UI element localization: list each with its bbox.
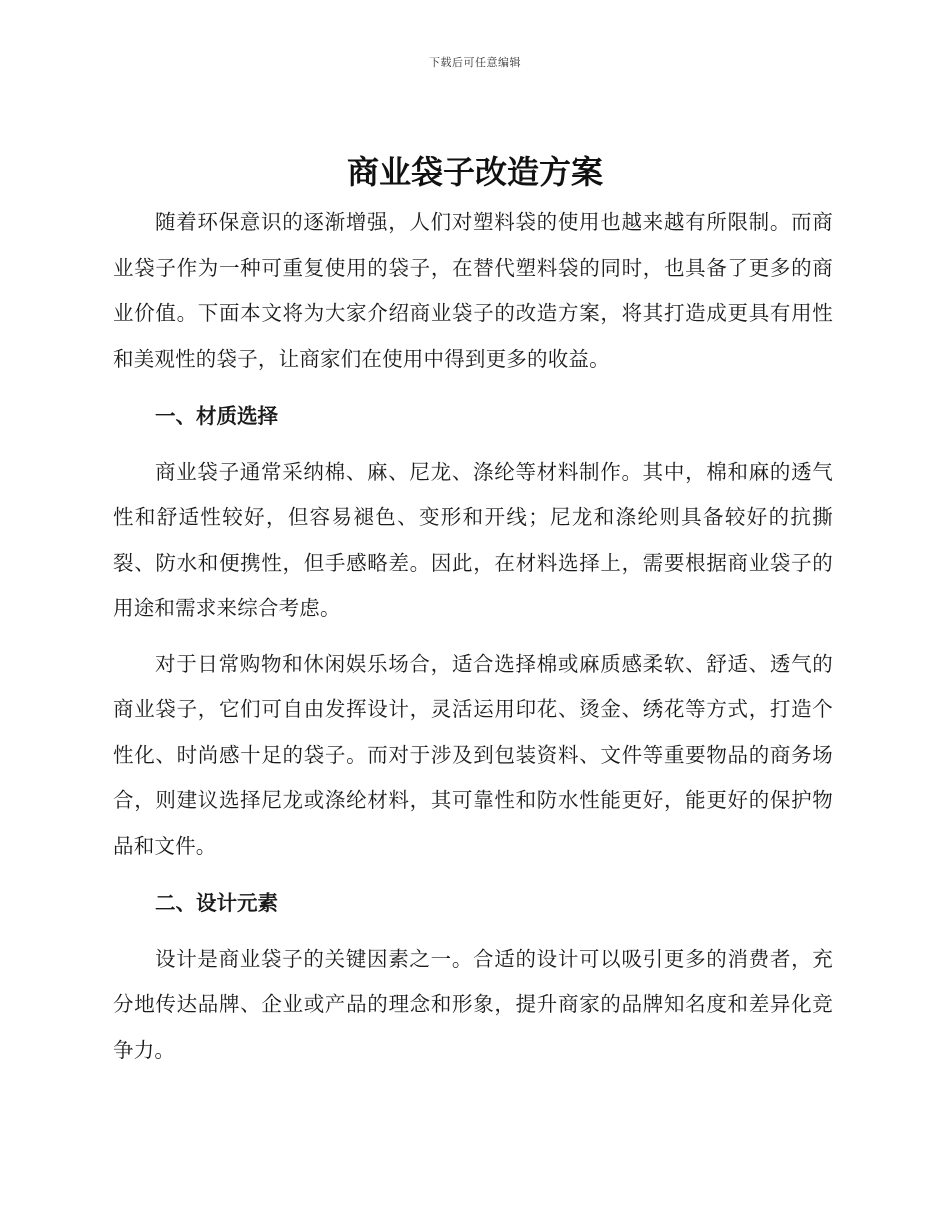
intro-paragraph: 随着环保意识的逐渐增强，人们对塑料袋的使用也越来越有所限制。而商业袋子作为一种可重复使用的袋子，在替代塑料袋的同时，也具备了更多的商业价值。下面本文将为大家介绍商业袋子的改造方案，将其打造成更具有用性和美观性的袋子，让商家们在使用中得到更多的收益。 [113,210,833,371]
section-heading-design: 二、设计元素 [155,891,278,915]
header-note: 下载后可任意编辑 [429,56,521,69]
material-paragraph-1: 商业袋子通常采纳棉、麻、尼龙、涤纶等材料制作。其中，棉和麻的透气性和舒适性较好，但容易褪色、变形和开线；尼龙和涤纶则具备较好的抗撕裂、防水和便携性，但手感略差。因此，在材料选择上，需要根据商业袋子的用途和需求来综合考虑。 [113,459,833,620]
document-body [113,200,833,1073]
design-paragraph-1: 设计是商业袋子的关键因素之一。合适的设计可以吸引更多的消费者，充分地传达品牌、企业或产品的理念和形象，提升商家的品牌知名度和差异化竞争力。 [113,946,833,1062]
section-heading-material: 一、材质选择 [155,404,278,428]
document-title: 商业袋子改造方案 [346,153,603,191]
material-paragraph-2: 对于日常购物和休闲娱乐场合，适合选择棉或麻质感柔软、舒适、透气的商业袋子，它们可自由发挥设计，灵活运用印花、烫金、绣花等方式，打造个性化、时尚感十足的袋子。而对于涉及到包装资料、文件等重要物品的商务场合，则建议选择尼龙或涤纶材料，其可靠性和防水性能更好，能更好的保护物品和文件。 [113,651,833,858]
